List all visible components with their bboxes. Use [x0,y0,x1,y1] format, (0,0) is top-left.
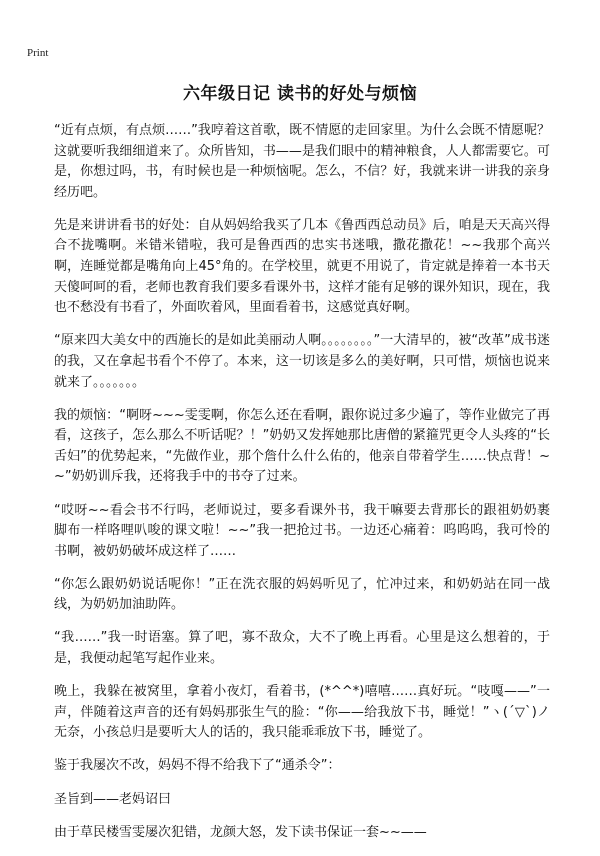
paragraph-argument: “哎呀~~看会书不行吗，老师说过，要多看课外书，我干嘛要去背那长的跟祖奶奶裹脚布一样咯哩叭唆的课文啦！~~”我一把抢过书。一边还心痛着：呜呜呜，我可怜的书啊，被奶奶破坏成这样了…… [54,502,550,559]
paragraph-night: 晚上，我躲在被窝里，拿着小夜灯，看着书，(*^^*)嘻嘻……真好玩。“吱嘎——”一声，伴随着这声音的还有妈妈那张生气的脸：“你——给我放下书，睡觉！”ヽ(ˊ▽ˋ)ノ无奈，小孩总归是要听大人的话的，我只能乖乖放下书，睡觉了。 [54,684,550,741]
paragraph-morning: “原来四大美女中的西施长的是如此美丽动人啊。。。。。。。。”一大清早的，被“改革”成书迷的我，又在拿起书看个不停了。本来，这一切该是多么的美好啊，只可惜，烦恼也说来就来了。。。。。。。 [54,333,550,390]
paragraph-intro: “近有点烦，有点烦……”我哼着这首歌，既不情愿的走回家里。为什么会既不情愿呢？这就要听我细细道来了。众所皆知，书——是我们眼中的精神粮食，人人都需要它。可是，你想过吗，书，有时候也是一种烦恼呢。怎么，不信？好，我就来讲一讲我的亲身经历吧。 [54,123,550,200]
paragraph-decree-heading: 圣旨到——老妈诏曰 [54,791,172,807]
paragraph-decree-intro: 鉴于我屡次不改，妈妈不得不给我下了“通杀令”： [54,758,341,774]
paragraph-decree-body: 由于草民楼雪雯屡次犯错，龙颜大怒，发下读书保证一套~~—— [54,824,427,840]
article-body [54,121,550,856]
paragraph-benefits: 先是来讲讲看书的好处：自从妈妈给我买了几本《鲁西西总动员》后，咱是天天高兴得合不拢嘴啊。米错米错啦，我可是鲁西西的忠实书迷哦，撒花撒花！~~我那个高兴啊，连睡觉都是嘴角向上45°角的。在学校里，就更不用说了，肯定就是捧着一本书天天傻呵呵的看，老师也教育我们要多看课外书，这样才能有足够的课外知识，现在，我也不愁没有书看了，外面吹着风，里面看着书，这感觉真好啊。 [54,217,550,316]
paragraph-mother: “你怎么跟奶奶说话呢你！”正在洗衣服的妈妈听见了，忙冲过来，和奶奶站在同一战线，为奶奶加油助阵。 [54,576,550,613]
page-title: 六年级日记 读书的好处与烦恼 [183,84,417,104]
print-label: Print [27,47,49,59]
paragraph-troubles: 我的烦恼：“啊呀~~~雯雯啊，你怎么还在看啊，跟你说过多少遍了，等作业做完了再看，这孩子，怎么那么不听话呢？！”奶奶又发挥她那比唐僧的紧箍咒更令人头疼的“长舌妇”的优势起来，“先做作业，那个詹什么什么佑的，他亲自带着学生……快点背！~~”奶奶训斥我，还将我手中的书夺了过来。 [54,407,550,485]
paragraph-homework: “我……”我一时语塞。算了吧，寡不敌众，大不了晚上再看。心里是这么想着的，于是，我便动起笔写起作业来。 [54,630,550,667]
